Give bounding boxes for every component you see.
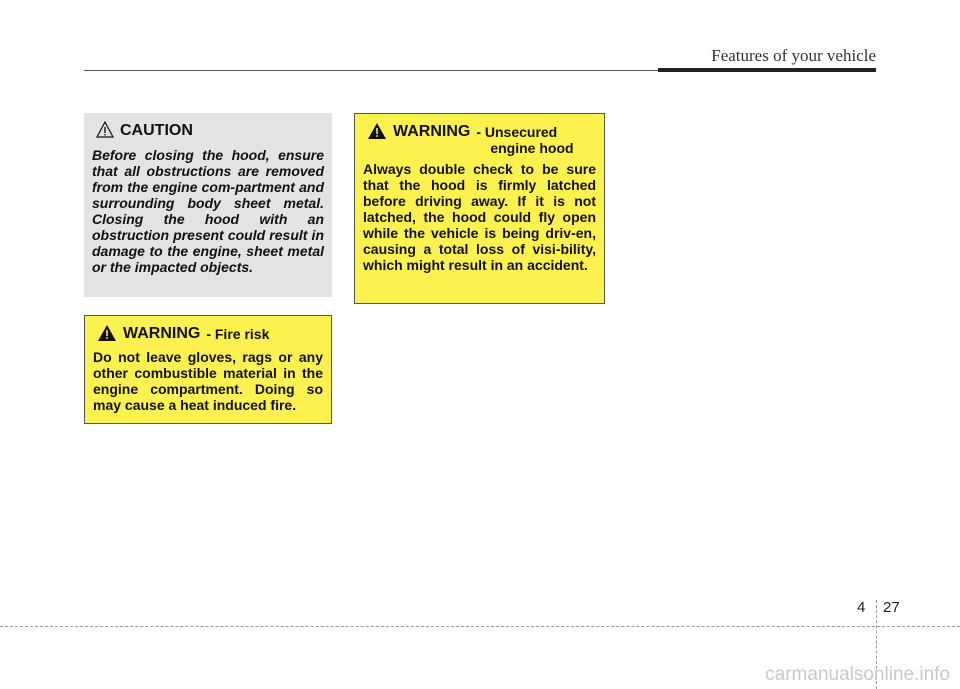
fire-risk-subtitle: - Fire risk — [206, 326, 270, 342]
caution-heading — [96, 121, 324, 141]
unsecured-hood-subtitle-line2: engine hood — [490, 140, 574, 156]
caution-body: Before closing the hood, ensure that all obstructions are removed from the engine com-partment and surrounding body sheet metal. Closing the hood with an obstruction present could result in damage to the engine, sheet metal or the impacted objects. — [92, 147, 324, 275]
unsecured-hood-heading — [367, 122, 596, 156]
unsecured-hood-subtitle — [476, 124, 573, 156]
caution-box — [84, 113, 332, 297]
fire-risk-heading — [97, 324, 323, 344]
watermark: carmanualsonline.info — [765, 664, 950, 685]
fire-risk-warning-box — [84, 315, 332, 424]
unsecured-hood-title: WARNING — [393, 123, 471, 140]
warning-triangle-icon — [367, 122, 387, 140]
chapter-number: 4 — [857, 599, 866, 616]
page-header-title: Features of your vehicle — [711, 46, 876, 65]
header-rule-accent — [658, 68, 876, 72]
caution-triangle-icon — [96, 121, 114, 138]
unsecured-hood-body: Always double check to be sure that the hood is firmly latched before driving away. If it is not latched, the hood could fly open while the vehicle is being driv-en, causing a total loss of visi-bility, which might result in an accident. — [363, 161, 596, 273]
warning-triangle-icon — [97, 324, 117, 342]
page-number: 27 — [883, 599, 900, 616]
caution-title: CAUTION — [120, 122, 193, 139]
unsecured-hood-subtitle-line1: - Unsecured — [476, 124, 558, 140]
footer-rule — [0, 626, 960, 627]
fire-risk-title: WARNING — [123, 325, 201, 342]
unsecured-hood-warning-box — [354, 113, 605, 304]
fire-risk-body: Do not leave gloves, rags or any other combustible material in the engine compartment. Doing so may cause a heat induced fire. — [93, 349, 323, 413]
